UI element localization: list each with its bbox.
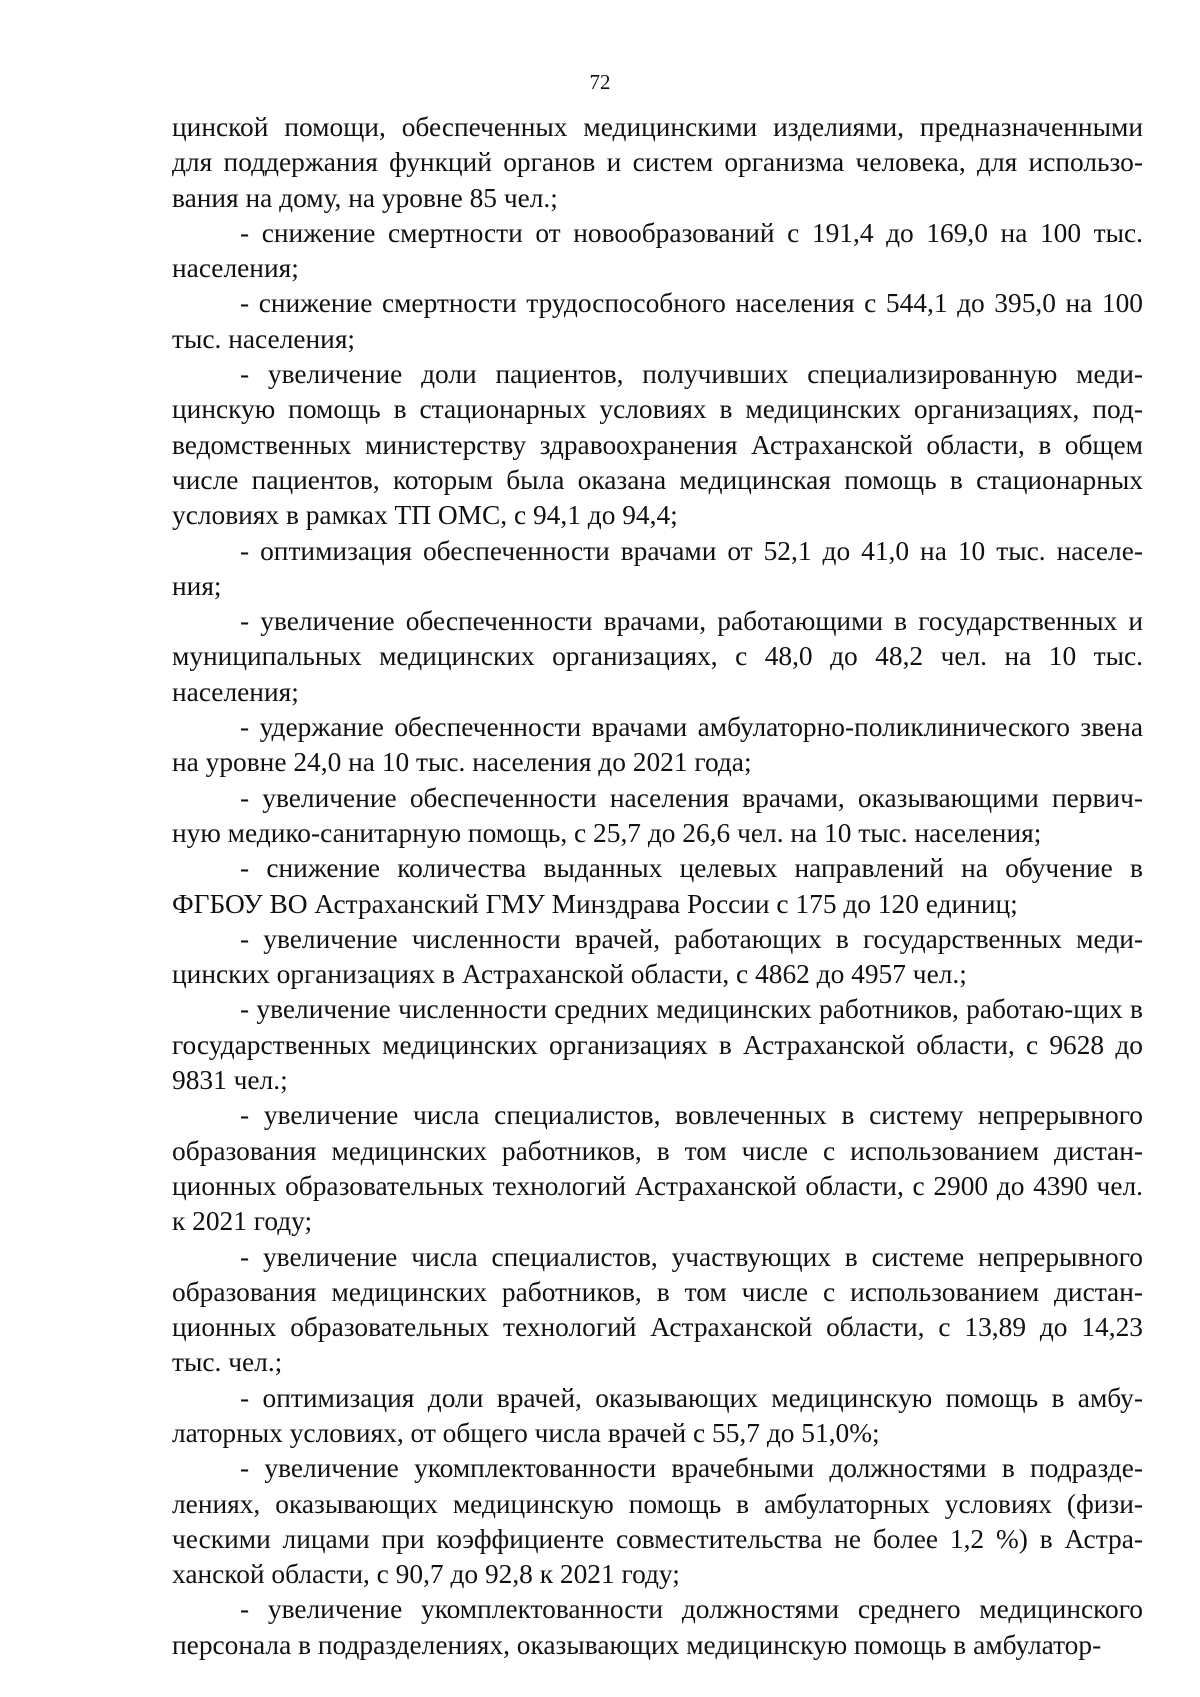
list-item: - увеличение обеспеченности врачами, работающими в государственных и муниципальных медицинских организациях, с 48,0 до 48,2 чел. на 10 тыс. населения;	[172, 606, 1143, 707]
paragraph-continuation: цинской помощи, обеспеченных медицинскими изделиями, предназначенными для поддержания функций органов и систем организма человека, для использо-вания на дому, на уровне 85 чел.;	[172, 112, 1143, 213]
page-number: 72	[589, 70, 611, 94]
list-item: - оптимизация обеспеченности врачами от 52,1 до 41,0 на 10 тыс. населе-ния;	[172, 535, 1143, 601]
list-item: - увеличение укомплектованности врачебными должностями в подразде-лениях, оказывающих медицинскую помощь в амбулаторных условиях (физи-ческими лицами при коэффициенте совместительства не более 1,2 %) в Астра-ханской области, с 90,7 до 92,8 к 2021 году;	[172, 1453, 1143, 1590]
list-item: - увеличение числа специалистов, участвующих в системе непрерывного образования медицинских работников, в том числе с использованием дистан-ционных образовательных технологий Астраханской области, с 13,89 до 14,23 тыс. чел.;	[172, 1241, 1143, 1378]
list-item: - удержание обеспеченности врачами амбулаторно-поликлинического звена на уровне 24,0 на 10 тыс. населения до 2021 года;	[172, 712, 1143, 778]
list-item: - увеличение укомплектованности должностями среднего медицинского персонала в подразделениях, оказывающих медицинскую помощь в амбулатор-	[172, 1594, 1143, 1660]
document-body	[172, 110, 1143, 1663]
list-item: - оптимизация доли врачей, оказывающих медицинскую помощь в амбу-латорных условиях, от общего числа врачей с 55,7 до 51,0%;	[172, 1382, 1143, 1448]
list-item: - увеличение доли пациентов, получивших специализированную меди-цинскую помощь в стационарных условиях в медицинских организациях, под-ведомственных министерству здравоохранения Астраханской области, в общем числе пациентов, которым была оказана медицинская помощь в стационарных условиях в рамках ТП ОМС, с 94,1 до 94,4;	[172, 359, 1143, 531]
list-item: - снижение количества выданных целевых направлений на обучение в ФГБОУ ВО Астраханский ГМУ Минздрава России с 175 до 120 единиц;	[172, 853, 1143, 919]
list-item: - снижение смертности трудоспособного населения с 544,1 до 395,0 на 100 тыс. населения;	[172, 288, 1143, 354]
list-item: - увеличение численности врачей, работающих в государственных меди-цинских организациях в Астраханской области, с 4862 до 4957 чел.;	[172, 923, 1143, 990]
list-item: - увеличение численности средних медицинских работников, работаю-щих в государственных медицинских организациях в Астраханской области, с 9628 до 9831 чел.;	[172, 994, 1143, 1096]
list-item: - увеличение числа специалистов, вовлеченных в систему непрерывного образования медицинских работников, в том числе с использованием дистан-ционных образовательных технологий Астраханской области, с 2900 до 4390 чел. к 2021 году;	[172, 1100, 1143, 1237]
list-item: - увеличение обеспеченности населения врачами, оказывающими первич-ную медико-санитарную помощь, с 25,7 до 26,6 чел. на 10 тыс. населения;	[172, 782, 1143, 848]
list-item: - снижение смертности от новообразований с 191,4 до 169,0 на 100 тыс. населения;	[172, 217, 1143, 284]
